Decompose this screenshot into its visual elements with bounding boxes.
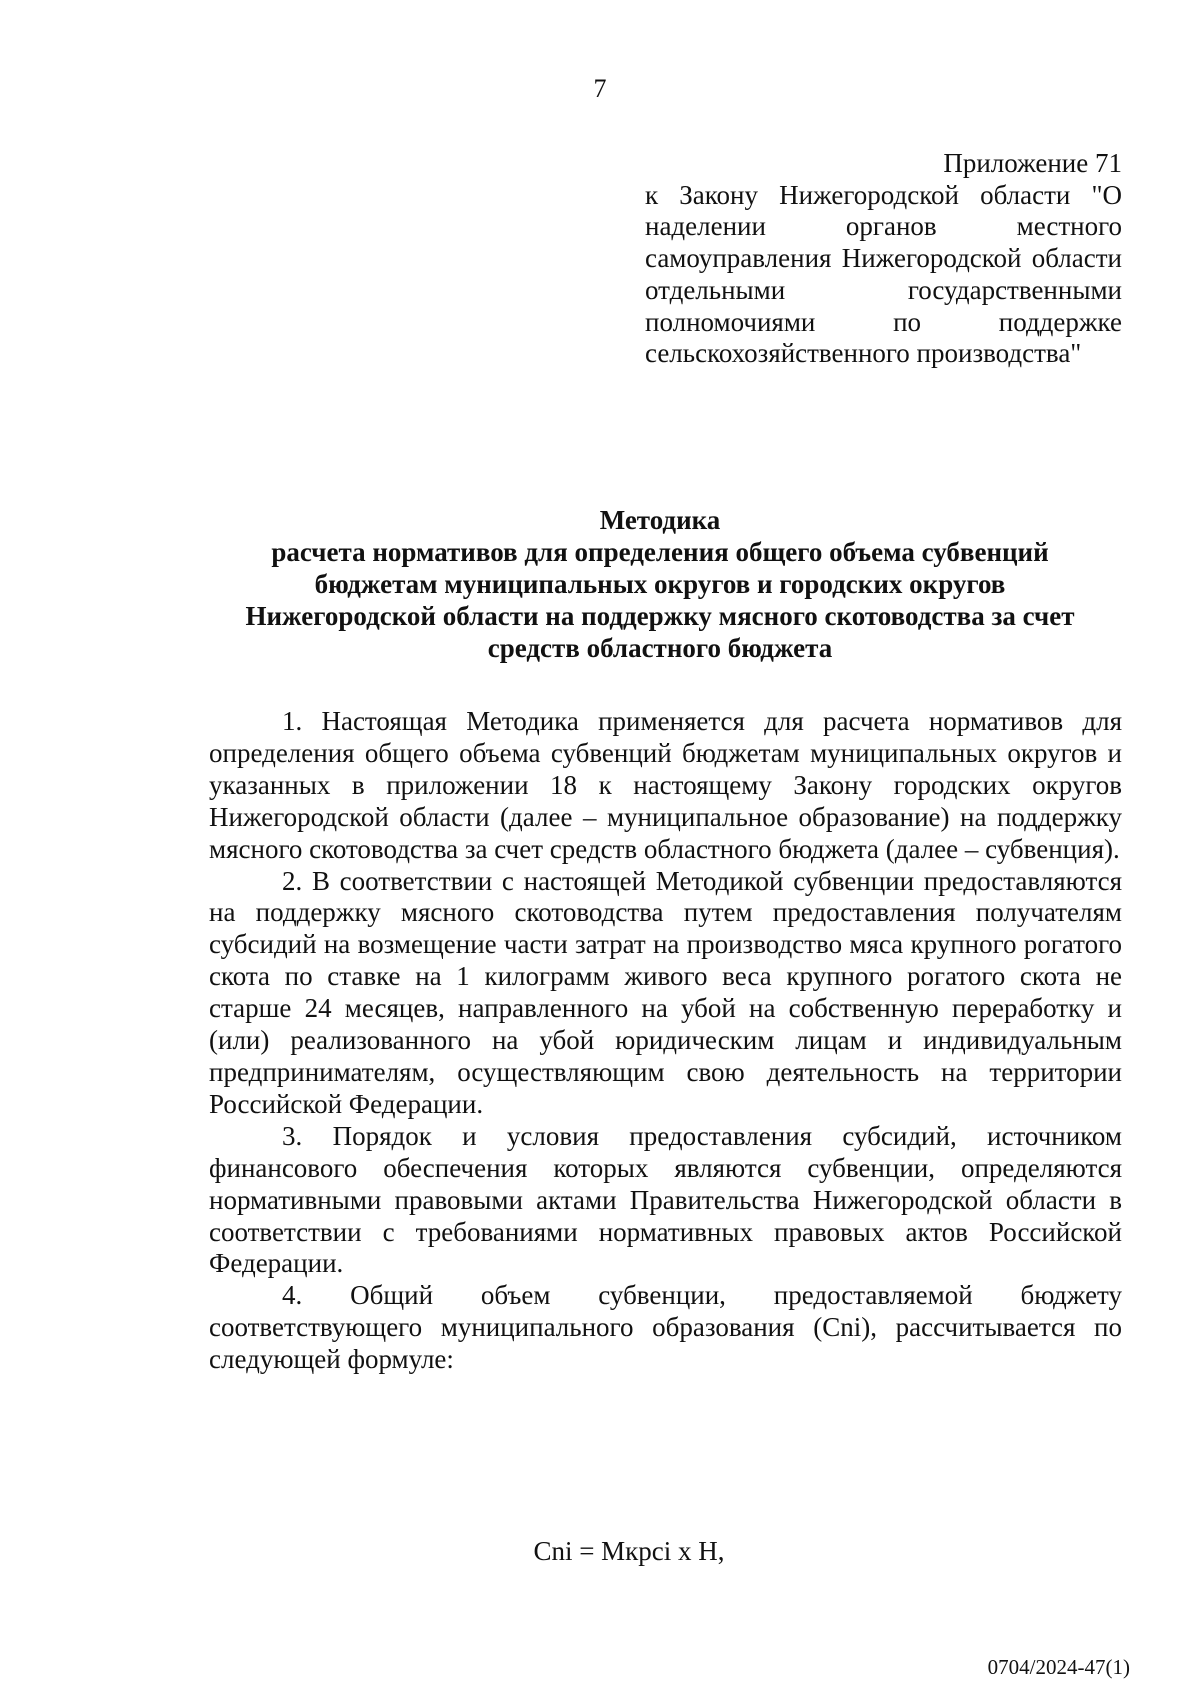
heading-line: Нижегородской области на поддержку мясного скотоводства за счет [245,601,1075,631]
paragraph-4: 4. Общий объем субвенции, предоставляемой бюджету соответствующего муниципального образования (Cni), рассчитывается по следующей формуле: [209,1280,1122,1375]
page-number: 7 [593,74,607,103]
heading-line: средств областного бюджета [487,633,833,663]
appendix-text: к Закону Нижегородской области "О наделении органов местного самоуправления Нижегородской области отдельными государственными полномочиями по поддержке сельскохозяйственного производства" [645,179,1122,369]
document-code: 0704/2024-47(1) [987,1655,1130,1679]
heading-line: бюджетам муниципальных округов и городских округов [314,569,1006,599]
appendix-reference [645,148,1122,370]
document-body [209,706,1122,1376]
document-heading [160,504,1160,664]
paragraph-2: 2. В соответствии с настоящей Методикой субвенции предоставляются на поддержку мясного скотоводства путем предоставления получателям субсидий на возмещение части затрат на производство мяса крупного рогатого скота по ставке на 1 килограмм живого веса крупного рогатого скота не старше 24 месяцев, направленного на убой на собственную переработку и (или) реализованного на убой юридическим лицам и индивидуальным предпринимателям, осуществляющим свою деятельность на территории Российской Федерации. [209,865,1122,1119]
formula: Cni = Mкрсi x H, [533,1536,725,1566]
heading-line: расчета нормативов для определения общего объема субвенций [271,537,1049,567]
appendix-title: Приложение 71 [943,148,1122,178]
paragraph-1: 1. Настоящая Методика применяется для расчета нормативов для определения общего объема субвенций бюджетам муниципальных округов и указанных в приложении 18 к настоящему Закону городских округов Нижегородской области (далее – муниципальное образование) на поддержку мясного скотоводства за счет средств областного бюджета (далее – субвенция). [209,706,1122,864]
paragraph-3: 3. Порядок и условия предоставления субсидий, источником финансового обеспечения которых являются субвенции, определяются нормативными правовыми актами Правительства Нижегородской области в соответствии с требованиями нормативных правовых актов Российской Федерации. [209,1120,1122,1279]
heading-title: Методика [599,505,721,535]
